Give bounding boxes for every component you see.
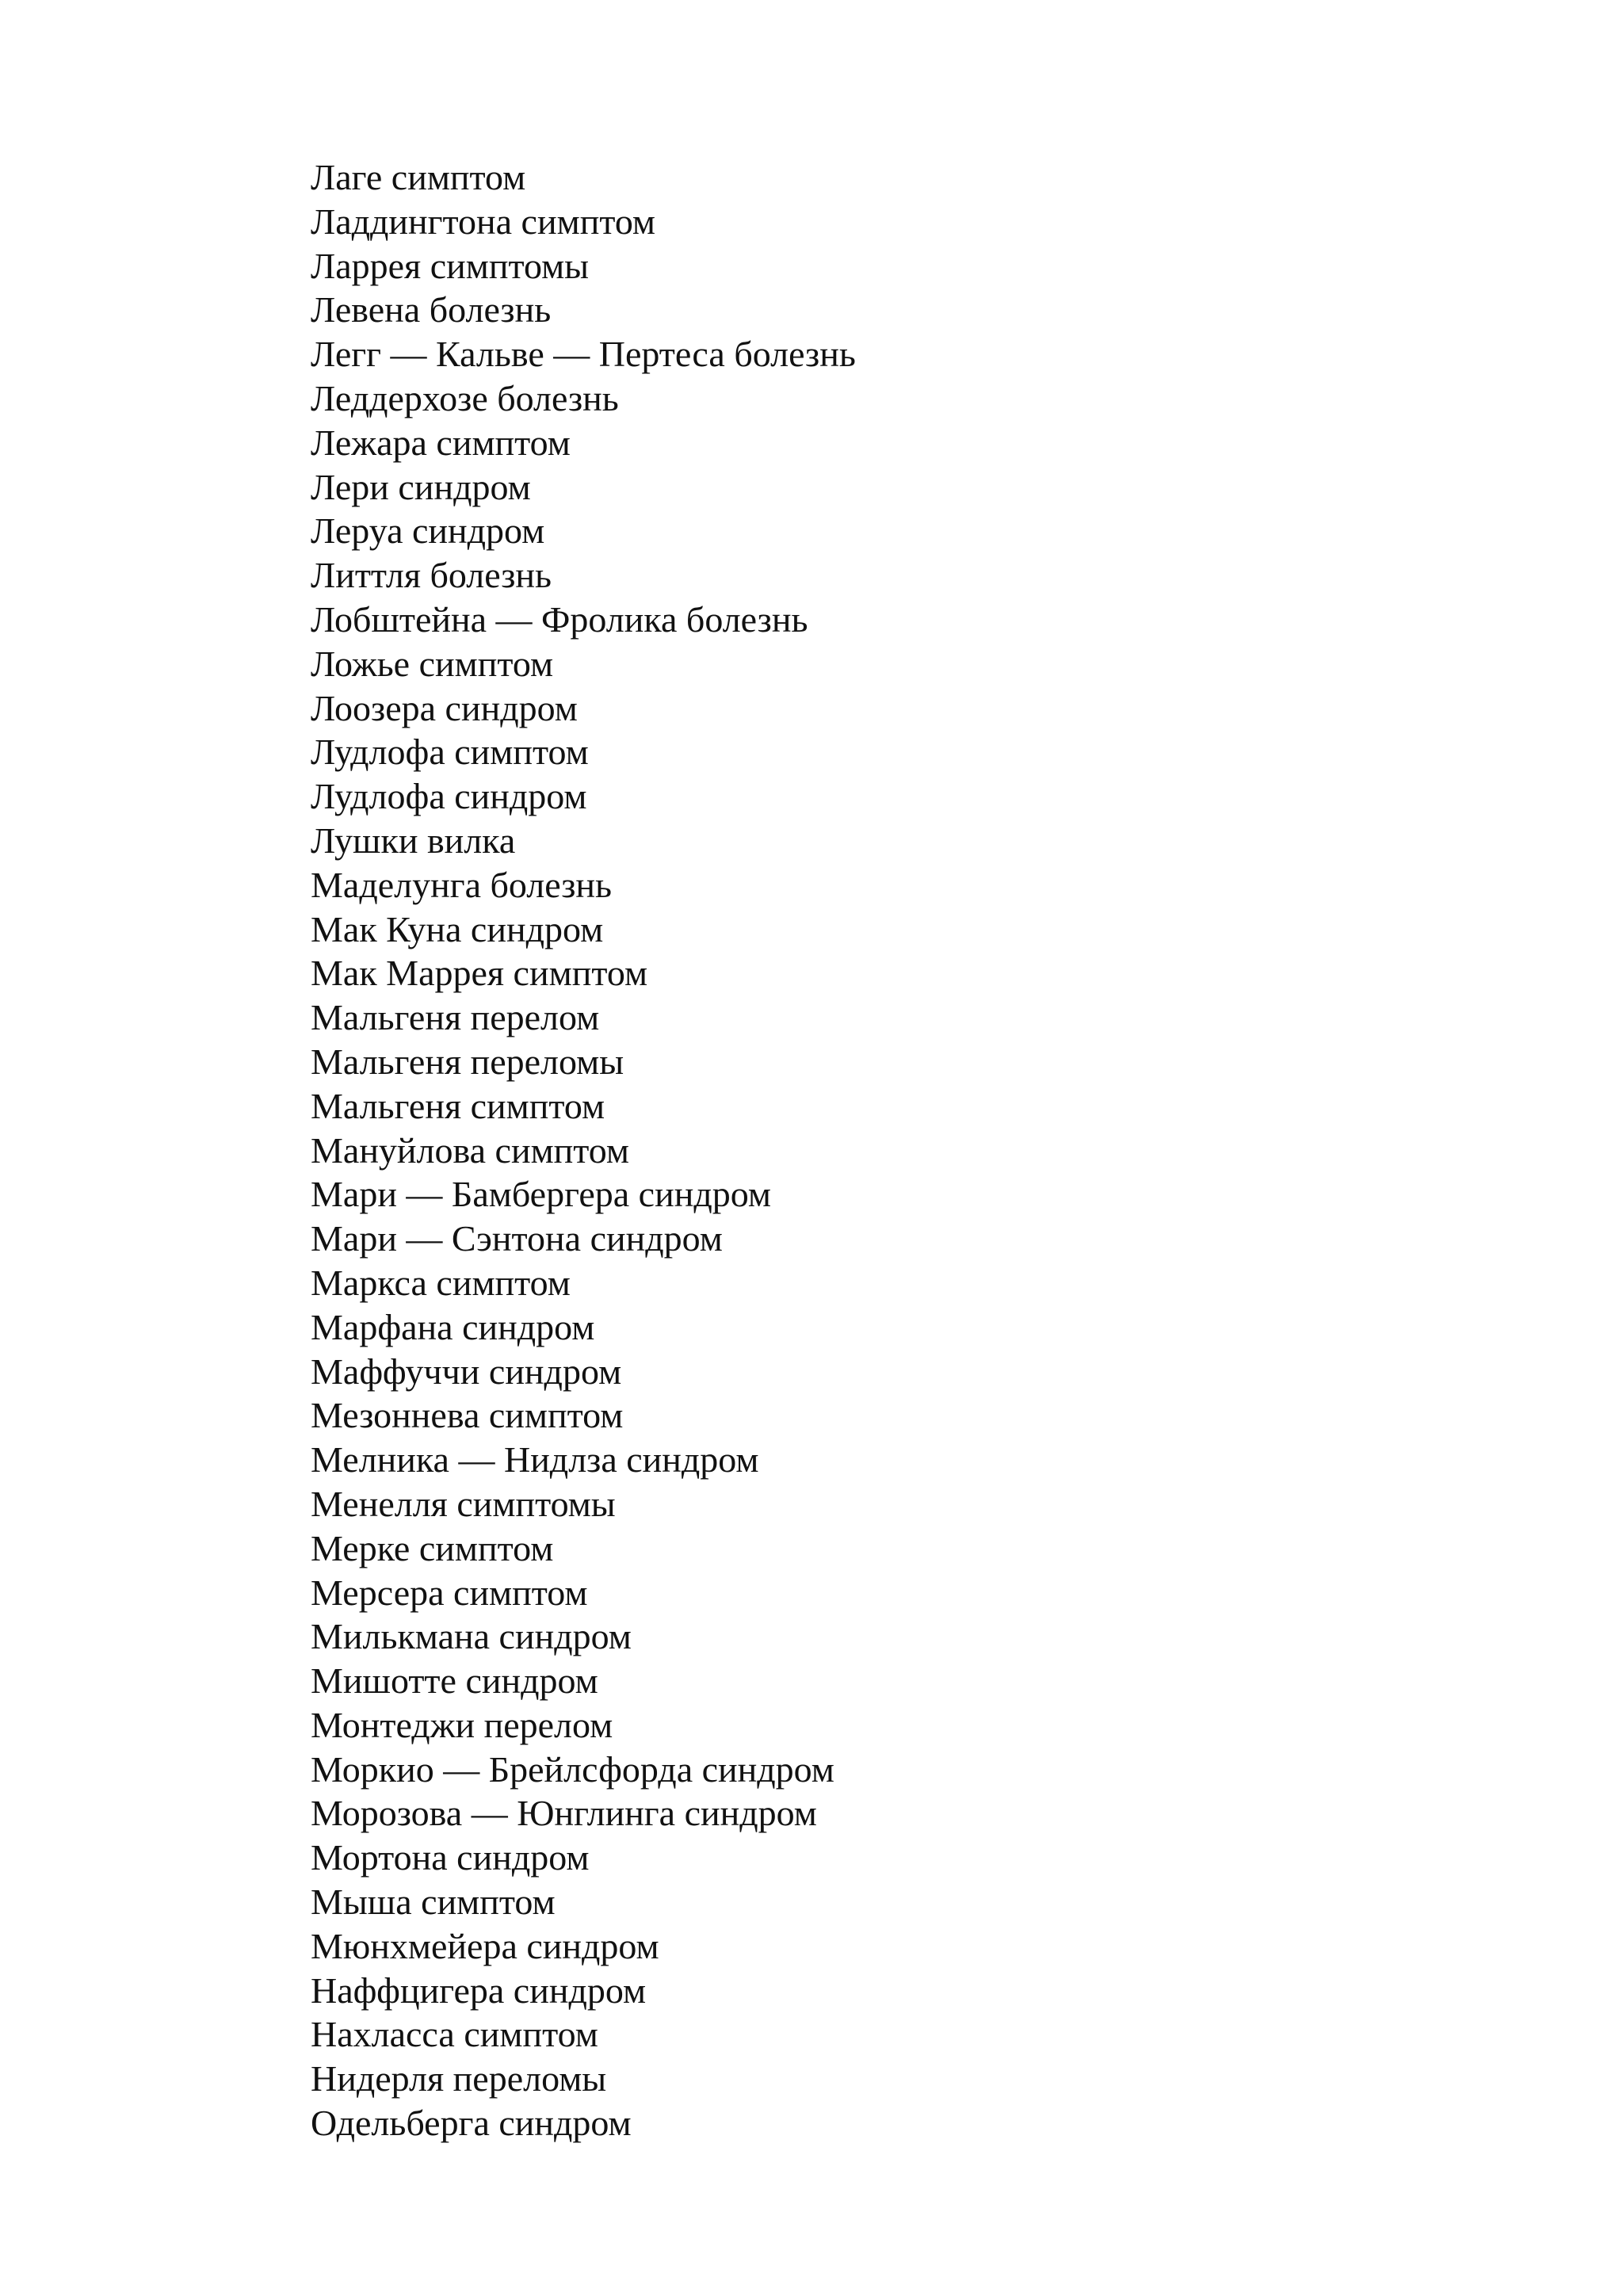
list-item: Мортона синдром <box>311 1837 590 1878</box>
list-item: Морозова — Юнглинга синдром <box>311 1793 817 1834</box>
list-item: Милькмана синдром <box>311 1616 632 1657</box>
list-item: Наффцигера синдром <box>311 1969 647 2011</box>
list-item: Мальгеня переломы <box>311 1041 624 1082</box>
list-item: Левена болезнь <box>311 289 552 330</box>
list-item: Лери синдром <box>311 466 531 507</box>
list-item: Мальгеня симптом <box>311 1085 605 1126</box>
list-item: Ладдингтона симптом <box>311 201 656 242</box>
eponym-list <box>311 155 856 2145</box>
list-item: Маделунга болезнь <box>311 864 612 905</box>
list-item: Маффуччи синдром <box>311 1350 622 1392</box>
list-item: Ложье симптом <box>311 643 554 684</box>
list-item: Лушки вилка <box>311 819 516 861</box>
list-item: Монтеджи перелом <box>311 1704 613 1745</box>
list-item: Мак Маррея симптом <box>311 953 648 994</box>
list-item: Лоозера синдром <box>311 687 578 728</box>
list-item: Нидерля переломы <box>311 2058 607 2099</box>
list-item: Мак Куна синдром <box>311 908 604 949</box>
list-item: Лобштейна — Фролика болезнь <box>311 598 808 640</box>
list-item: Ларрея симптомы <box>311 245 590 286</box>
list-item: Легг — Кальве — Пертеса болезнь <box>311 334 856 375</box>
list-item: Леддерхозе болезнь <box>311 377 619 418</box>
list-item: Мальгеня перелом <box>311 997 600 1038</box>
list-item: Лудлофа синдром <box>311 776 587 817</box>
list-item: Леруа синдром <box>311 510 545 552</box>
list-item: Марфана синдром <box>311 1306 595 1347</box>
list-item: Мюнхмейера синдром <box>311 1925 659 1966</box>
list-item: Одельберга синдром <box>311 2103 632 2144</box>
list-item: Лаге симптом <box>311 157 526 197</box>
list-item: Мерке симптом <box>311 1527 554 1568</box>
list-item: Мерсера симптом <box>311 1572 588 1613</box>
list-item: Мануйлова симптом <box>311 1129 630 1171</box>
list-item: Мелника — Нидлза синдром <box>311 1439 759 1480</box>
list-item: Мыша симптом <box>311 1881 556 1923</box>
list-item: Менелля симптомы <box>311 1483 616 1524</box>
list-item: Литтля болезнь <box>311 555 552 596</box>
list-item: Лудлофа симптом <box>311 732 589 773</box>
list-item: Моркио — Брейлсфорда синдром <box>311 1748 834 1790</box>
list-item: Мишотте синдром <box>311 1660 598 1702</box>
list-item: Нахласса симптом <box>311 2014 598 2055</box>
list-item: Мари — Сэнтона синдром <box>311 1218 723 1259</box>
list-item: Лежара симптом <box>311 422 571 463</box>
list-item: Маркса симптом <box>311 1262 571 1303</box>
list-item: Мезоннева симптом <box>311 1395 624 1436</box>
list-item: Мари — Бамбергера синдром <box>311 1174 771 1215</box>
